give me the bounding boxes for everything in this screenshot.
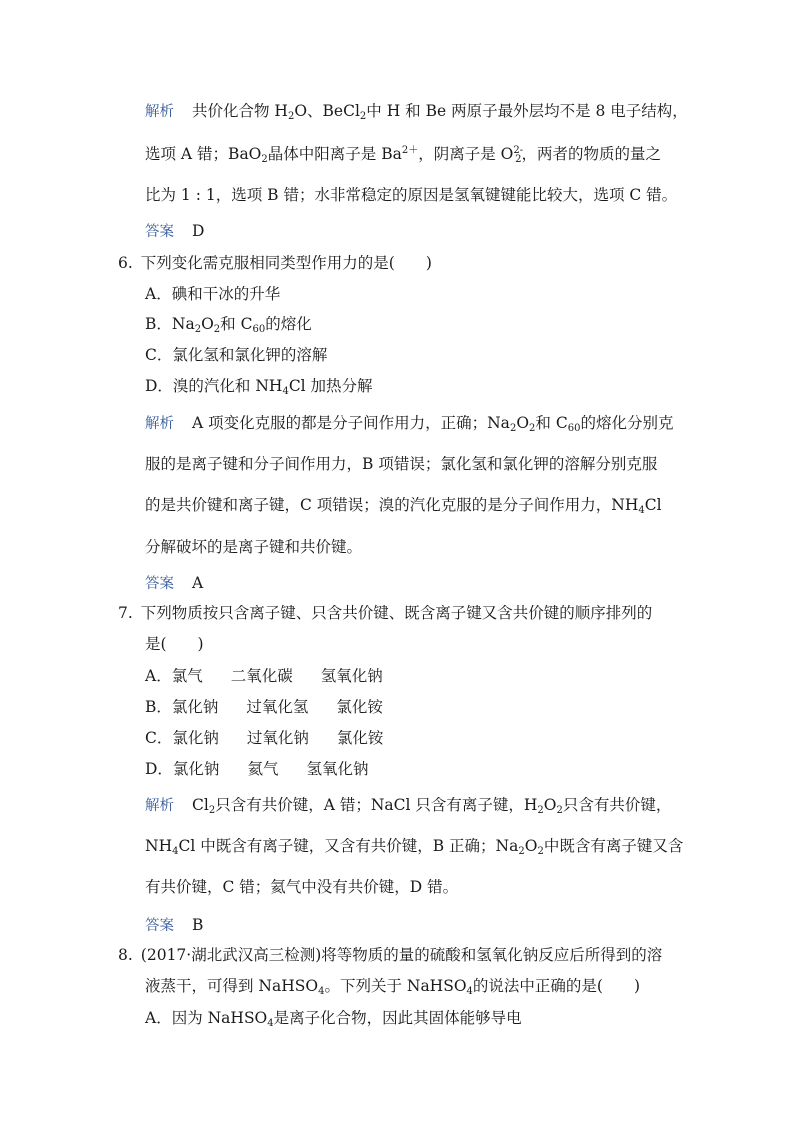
question-number: 8. <box>118 946 133 964</box>
analysis-line: 解析 $Cl_2$只含有共价键，A 错；NaCl 只含有离子键，$H_2O_2$只含有共价键， <box>145 796 672 816</box>
answer-line <box>145 221 204 242</box>
answer-value: D <box>192 222 205 240</box>
analysis-line: 选项 A 错；BaO$_2$晶体中阳离子是 $Ba^{2+}$，阴离子是 $O^{2-}_2$，两者的物质的量之 <box>145 145 661 165</box>
option-a: A．因为 NaHSO$_4$是离子化合物，因此其固体能够导电 <box>145 1009 522 1029</box>
analysis-label: 解析 <box>145 798 174 814</box>
analysis-line: 解析 共价化合物 $H_2O$、BeCl$_2$中 H 和 Be 两原子最外层均不是 8 电子结构， <box>145 102 688 122</box>
option-d: D．氯化钠 氦气 氢氧化钠 <box>145 760 369 778</box>
question-8-stem: 8. (2017·湖北武汉高三检测)将等物质的量的硫酸和氢氧化钠反应后所得到的溶 <box>118 946 663 964</box>
option-b: B．$Na_2O_2$和 $C_{60}$的熔化 <box>145 315 312 335</box>
question-number: 6. <box>118 254 133 272</box>
option-d: D．溴的汽化和 $NH_4Cl$ 加热分解 <box>145 377 373 397</box>
option-a: A．碘和干冰的升华 <box>145 285 281 303</box>
analysis-line: 分解破坏的是离子键和共价键。 <box>145 538 363 556</box>
answer-value: B <box>192 916 204 934</box>
option-c: C．氯化钠 过氧化钠 氯化铵 <box>145 729 384 747</box>
question-8-stem-cont: 液蒸干，可得到 NaHSO$_4$。下列关于 NaHSO$_4$的说法中正确的是( ) <box>145 977 641 997</box>
analysis-line: 比为 1 : 1，选项 B 错；水非常稳定的原因是氢氧键键能比较大，选项 C 错。 <box>145 186 678 204</box>
analysis-line: 有共价键，C 错；氦气中没有共价键，D 错。 <box>145 878 459 896</box>
question-6-stem: 6. 下列变化需克服相同类型作用力的是( ) <box>118 254 432 272</box>
answer-value: A <box>192 574 204 592</box>
answer-line <box>145 573 203 594</box>
analysis-label: 解析 <box>145 104 174 120</box>
analysis-line: 服的是离子键和分子间作用力，B 项错误；氯化氢和氯化钾的溶解分别克服 <box>145 455 658 473</box>
option-c: C．氯化氢和氯化钾的溶解 <box>145 346 328 364</box>
question-7-stem: 7. 下列物质按只含离子键、只含共价键、既含离子键又含共价键的顺序排列的 <box>118 604 653 622</box>
answer-line <box>145 915 203 936</box>
option-a: A．氯气 二氧化碳 氢氧化钠 <box>145 667 383 685</box>
answer-label: 答案 <box>145 576 174 592</box>
answer-label: 答案 <box>145 224 174 240</box>
analysis-line: 的是共价键和离子键，C 项错误；溴的汽化克服的是分子间作用力，$NH_4Cl$ <box>145 496 662 516</box>
analysis-line: 解析 A 项变化克服的都是分子间作用力，正确；$Na_2O_2$和 $C_{60}$的熔化分别克 <box>145 414 674 434</box>
option-b: B．氯化钠 过氧化氢 氯化铵 <box>145 698 383 716</box>
question-number: 7. <box>118 604 133 622</box>
analysis-label: 解析 <box>145 416 174 432</box>
analysis-line: $NH_4Cl$ 中既含有离子键，又含有共价键，B 正确；$Na_2O_2$中既含有离子键又含 <box>145 837 684 857</box>
answer-label: 答案 <box>145 918 174 934</box>
question-7-stem-cont: 是( ) <box>145 635 204 653</box>
